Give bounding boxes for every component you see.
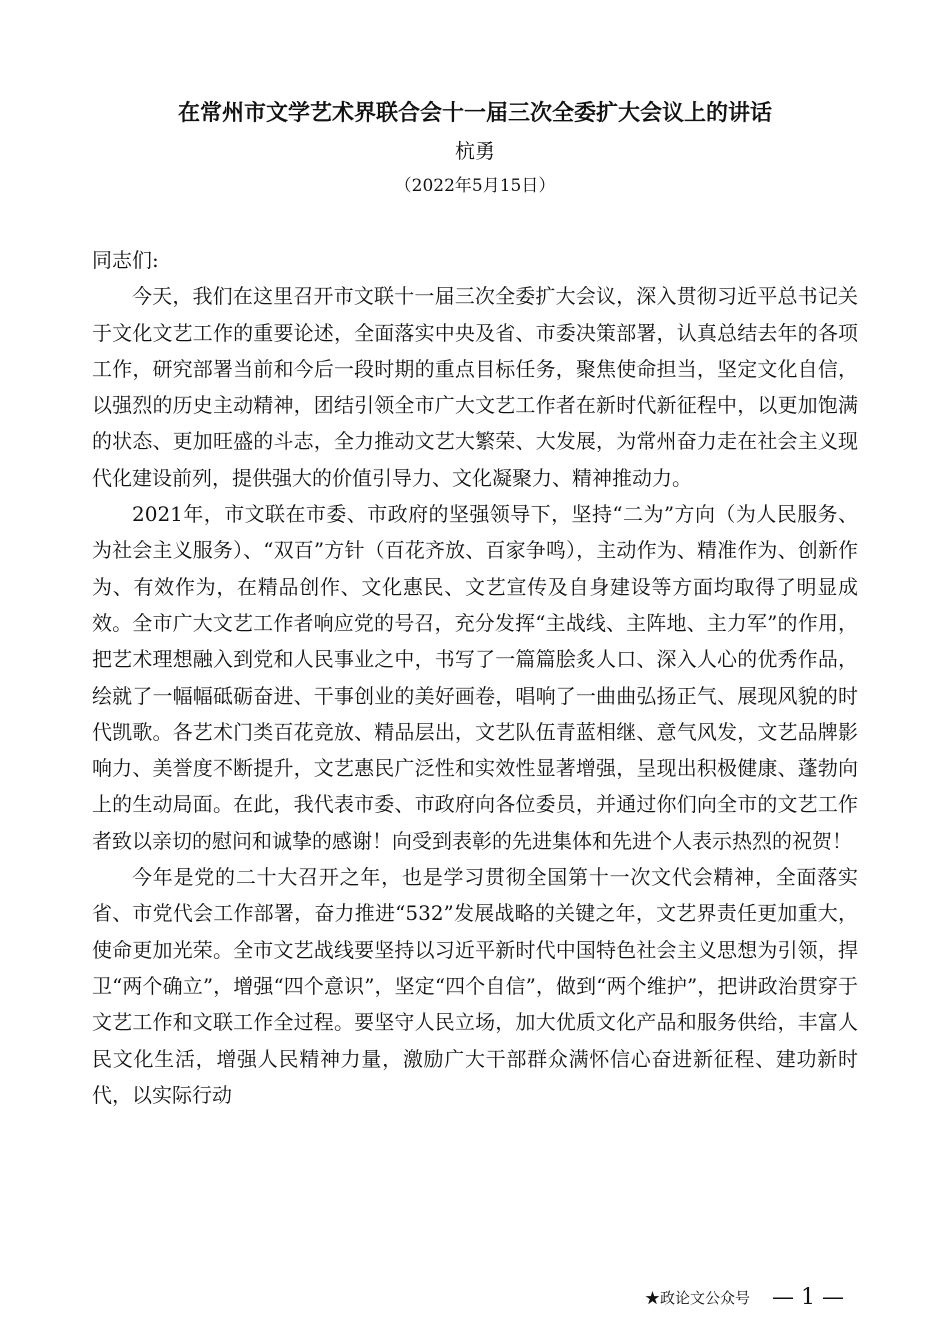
document-date: （2022年5月15日） — [394, 176, 556, 196]
page-footer — [645, 1286, 844, 1310]
greeting: 同志们: — [92, 248, 159, 272]
document-title: 在常州市文学艺术界联合会十一届三次全委扩大会议上的讲话 — [177, 100, 772, 126]
page-number: — 1 — — [772, 1285, 844, 1310]
paragraph-2: 2021年，市文联在市委、市政府的坚强领导下，坚持“二为”方向（为人民服务、为社会主义服务）、“双百”方针（百花齐放、百家争鸣），主动作为、精准作为、创新作为、有效作为，在精品创作、文化惠民、文艺宣传及自身建设等方面均取得了明显成效。全市广大文艺工作者响应党的号召，充分发挥“主战线、主阵地、主力军”的作用，把艺术理想融入到党和人民事业之中，书写了一篇篇脍炙人口、深入人心的优秀作品，绘就了一幅幅砥砺奋进、干事创业的美好画卷，唱响了一曲曲弘扬正气、展现风貌的时代凯歌。各艺术门类百花竞放、精品层出，文艺队伍青蓝相继、意气风发，文艺品牌影响力、美誉度不断提升，文艺惠民广泛性和实效性显著增强，呈现出积极健康、蓬勃向上的生动局面。在此，我代表市委、市政府向各位委员，并通过你们向全市的文艺工作者致以亲切的慰问和诚挚的感谢！向受到表彰的先进集体和先进个人表示热烈的祝贺！ — [92, 502, 858, 853]
document-body — [92, 242, 858, 1113]
footer-source: ★政论文公众号 — [645, 1289, 751, 1307]
document-author: 杭勇 — [455, 139, 495, 163]
paragraph-3: 今年是党的二十大召开之年，也是学习贯彻全国第十一次文代会精神，全面落实省、市党代会工作部署，奋力推进“532”发展战略的关键之年，文艺界责任更加重大，使命更加光荣。全市文艺战线要坚持以习近平新时代中国特色社会主义思想为引领，捍卫“两个确立”，增强“四个意识”，坚定“四个自信”，做到“两个维护”，把讲政治贯穿于文艺工作和文联工作全过程。要坚守人民立场，加大优质文化产品和服务供给，丰富人民文化生活，增强人民精神力量，激励广大干部群众满怀信心奋进新征程、建功新时代，以实际行动 — [92, 865, 858, 1107]
paragraph-1: 今天，我们在这里召开市文联十一届三次全委扩大会议，深入贯彻习近平总书记关于文化文艺工作的重要论述，全面落实中央及省、市委决策部署，认真总结去年的各项工作，研究部署当前和今后一段时期的重点目标任务，聚焦使命担当，坚定文化自信，以强烈的历史主动精神，团结引领全市广大文艺工作者在新时代新征程中，以更加饱满的状态、更加旺盛的斗志，全力推动文艺大繁荣、大发展，为常州奋力走在社会主义现代化建设前列，提供强大的价值引导力、文化凝聚力、精神推动力。 — [92, 284, 858, 490]
